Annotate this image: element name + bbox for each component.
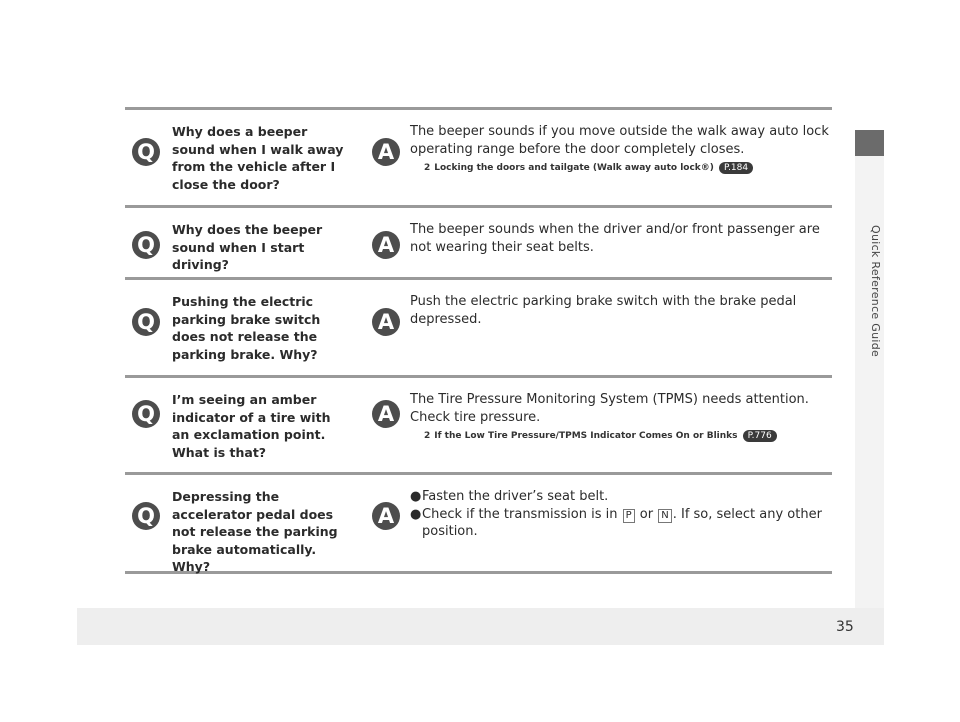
answer-badge-icon: A [372, 231, 400, 259]
question-badge-icon: Q [132, 231, 160, 259]
bullet-icon: ● [410, 489, 422, 504]
qa-row-parking-brake-switch [125, 277, 832, 376]
answer-badge-icon: A [372, 138, 400, 166]
qa-row-walk-away-beeper [125, 107, 832, 206]
answer-badge-icon: A [372, 400, 400, 428]
answer-text [410, 488, 830, 541]
cross-reference[interactable]: 2 If the Low Tire Pressure/TPMS Indicator Comes On or Blinks P.776 [424, 428, 830, 446]
answer-text: The Tire Pressure Monitoring System (TPMS) needs attention. Check tire pressure. 2 If the Low Tire Pressure/TPMS Indicator Comes On or Blinks P.776 [410, 391, 830, 446]
answer-text: The beeper sounds when the driver and/or front passenger are not wearing their seat belts. [410, 222, 820, 255]
gear-position-park-icon: P [623, 509, 635, 523]
question-badge-icon: Q [132, 400, 160, 428]
answer-text: The beeper sounds if you move outside the walk away auto lock operating range before the door completely closes. 2 Locking the doors and tailgate (Walk away auto lock®) P.184 [410, 123, 830, 178]
question-text: I’m seeing an amber indicator of a tire with an exclamation point. What is that? [172, 392, 331, 460]
question-badge-icon: Q [132, 502, 160, 530]
answer-text: Push the electric parking brake switch with the brake pedal depressed. [410, 294, 797, 327]
cross-reference[interactable]: 2 Locking the doors and tailgate (Walk away auto lock®) P.184 [424, 160, 830, 178]
section-label: Quick Reference Guide [869, 225, 882, 358]
list-item: ● Fasten the driver’s seat belt. [410, 489, 609, 504]
question-text: Why does the beeper sound when I start driving? [172, 222, 323, 272]
gear-position-neutral-icon: N [658, 509, 671, 523]
reference-arrow-icon: 2 [424, 163, 431, 173]
list-item: ● Check if the transmission is in P or N . If so, select any other position. [410, 506, 822, 539]
answer-bullet-list [410, 488, 830, 541]
question-badge-icon: Q [132, 308, 160, 336]
question-text: Depressing the accelerator pedal does not release the parking brake automatically. Why? [172, 489, 338, 574]
page-reference-link[interactable]: P.776 [743, 430, 777, 442]
page-footer-band [77, 608, 884, 645]
section-side-strip [855, 156, 884, 608]
question-text: Why does a beeper sound when I walk away from the vehicle after I close the door? [172, 124, 344, 192]
answer-badge-icon: A [372, 308, 400, 336]
qa-row-tpms-indicator [125, 375, 832, 473]
page-reference-link[interactable]: P.184 [719, 162, 753, 174]
question-text: Pushing the electric parking brake switch does not release the parking brake. Why? [172, 294, 321, 362]
bullet-icon: ● [410, 506, 422, 522]
page-number: 35 [836, 619, 854, 635]
section-tab-marker [855, 130, 884, 156]
reference-arrow-icon: 2 [424, 431, 431, 441]
answer-badge-icon: A [372, 502, 400, 530]
qa-row-accelerator-brake [125, 472, 832, 574]
question-badge-icon: Q [132, 138, 160, 166]
qa-row-driving-beeper [125, 205, 832, 278]
